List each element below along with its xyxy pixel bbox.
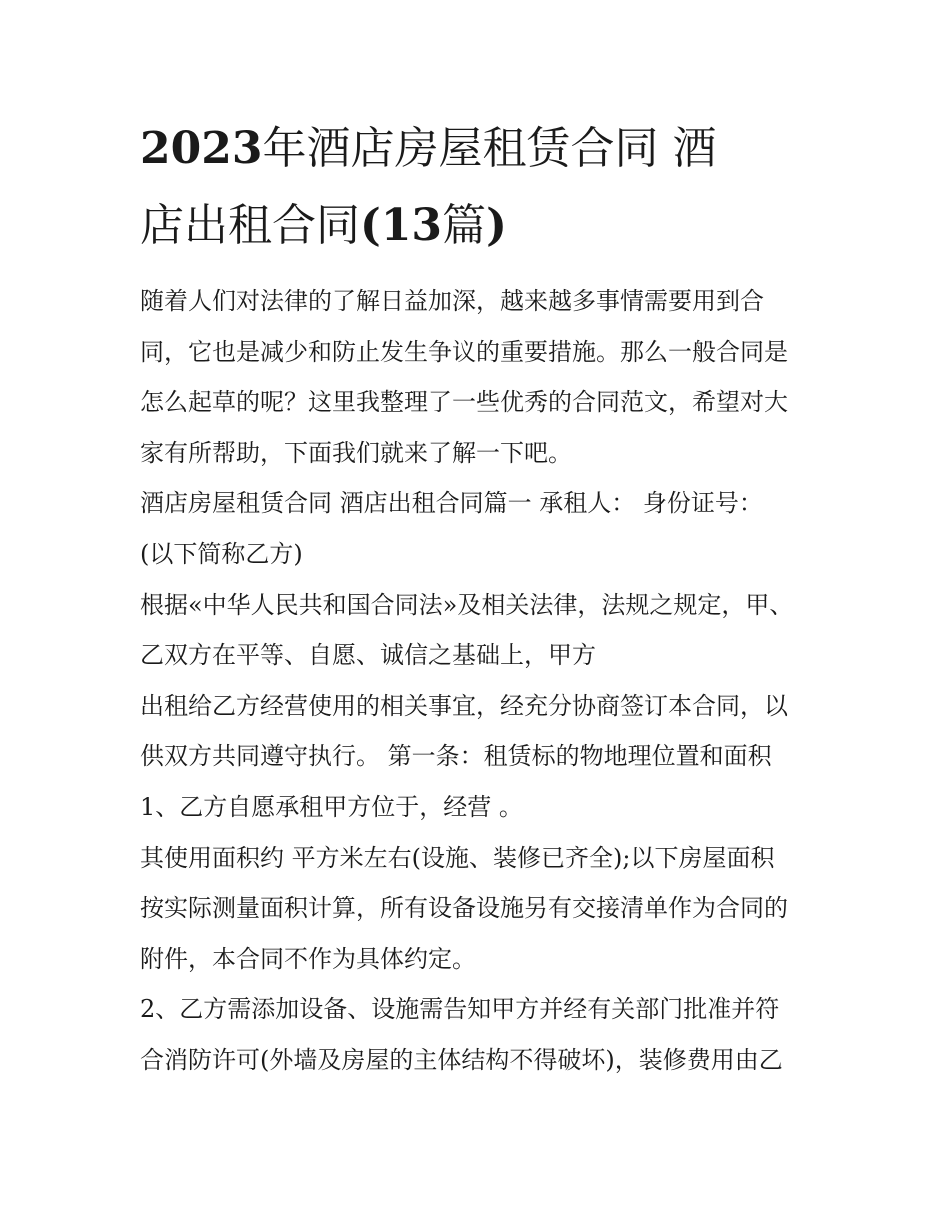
text-line: 附件，本合同不作为具体约定。 xyxy=(140,944,476,973)
title-text: 篇 xyxy=(442,200,487,251)
text-line: 供双方共同遵守执行。 第一条：租赁标的物地理位置和面积 xyxy=(140,742,772,771)
title-count: (13 xyxy=(360,200,443,251)
document-title xyxy=(140,110,820,264)
text-line: 按实际测量面积计算，所有设备设施另有交接清单作为合同的 xyxy=(140,894,788,923)
document-body xyxy=(140,276,830,1086)
text-line: 其使用面积约 平方米左右(设施、装修已齐全);以下房屋面积 xyxy=(140,843,775,872)
text-line: 2、乙方需添加设备、设施需告知甲方并经有关部门批准并符 xyxy=(140,995,780,1024)
title-paren: ) xyxy=(486,200,507,251)
text-line: 合消防许可(外墙及房屋的主体结构不得破坏)，装修费用由乙 xyxy=(140,1045,783,1074)
text-line: 酒店房屋租赁合同 酒店出租合同篇一 承租人： 身份证号： xyxy=(140,489,763,518)
text-line: 根据«中华人民共和国合同法»及相关法律，法规之规定，甲、 xyxy=(140,590,794,619)
text-line: (以下简称乙方) xyxy=(140,539,303,568)
title-line-1 xyxy=(140,110,820,187)
text-line: 家有所帮助，下面我们就来了解一下吧。 xyxy=(140,438,572,467)
text-line: 随着人们对法律的了解日益加深，越来越多事情需要用到合 xyxy=(140,287,764,315)
title-year: 2023 xyxy=(140,123,263,174)
title-text: 店出租合同 xyxy=(140,200,360,251)
text-line: 怎么起草的呢？这里我整理了一些优秀的合同范文，希望对大 xyxy=(140,388,788,417)
text-line: 1、乙方自愿承租甲方位于，经营 。 xyxy=(140,792,523,821)
text-line: 出租给乙方经营使用的相关事宜，经充分协商签订本合同，以 xyxy=(140,691,788,720)
text-line: 同，它也是减少和防止发生争议的重要措施。那么一般合同是 xyxy=(140,337,788,366)
text-line: 乙双方在平等、自愿、诚信之基础上，甲方 xyxy=(140,641,596,670)
title-text: 年酒店房屋租赁合同 酒 xyxy=(262,123,717,174)
title-line-2 xyxy=(140,187,820,264)
